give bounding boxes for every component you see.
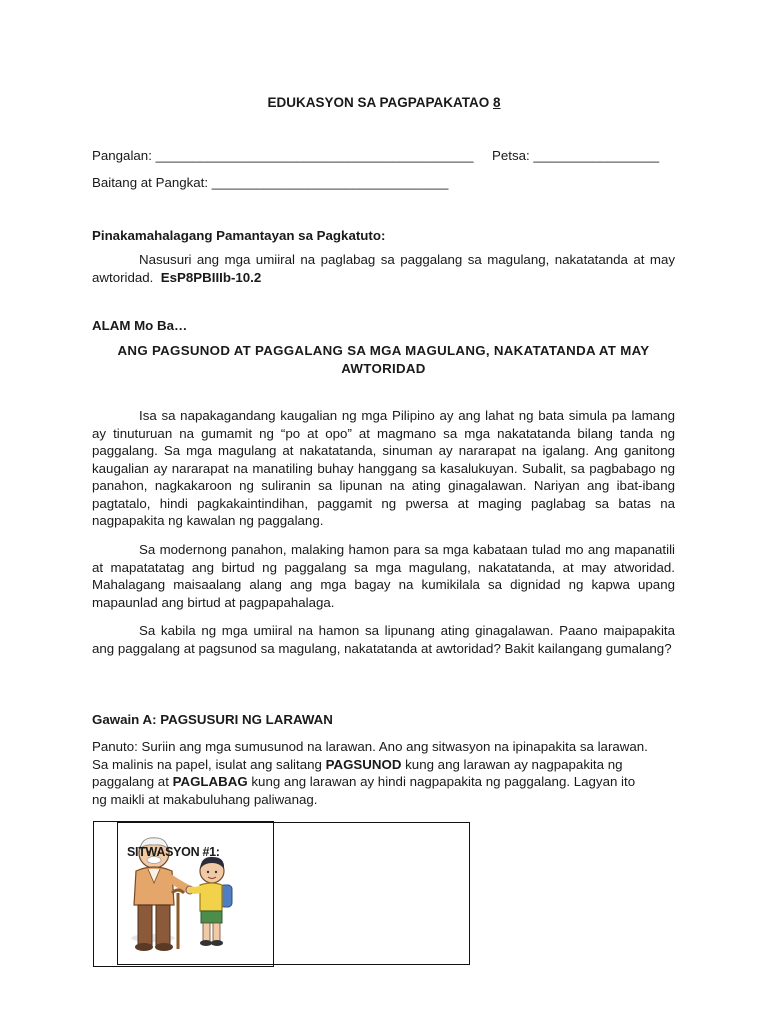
title-grade: 8 — [493, 95, 501, 110]
competency-text — [92, 251, 675, 286]
activity-instructions — [92, 738, 652, 808]
keyword-pagsunod: PAGSUNOD — [325, 756, 402, 772]
paragraph-3 — [92, 622, 675, 657]
paragraph-3-text: Sa kabila ng mga umiiral na hamon sa lipunang ating ginagalawan. Paano maipapakita ang paggalang at pagsunod sa magulang, nakatatanda at awtoridad? Bakit kailangang gumalang? — [92, 623, 675, 656]
competency-heading: Pinakamahalagang Pamantayan sa Pagkatuto: — [92, 228, 386, 243]
name-field[interactable]: Pangalan: ___________________________________________ — [92, 148, 474, 163]
instr-part-1: Panuto: Suriin ang mga sumusunod na larawan. Ano ang sitwasyon na ipinapakita sa larawan. Sa malinis na papel, isulat ang salitang — [92, 739, 648, 772]
title-main: EDUKASYON SA PAGPAPAKATAO — [267, 95, 493, 110]
competency-code: EsP8PBIIIb-10.2 — [160, 269, 262, 285]
alam-mo-ba-heading: ALAM Mo Ba… — [92, 318, 188, 333]
grade-section-field[interactable]: Baitang at Pangkat: ________________________________ — [92, 175, 449, 190]
paragraph-1-text: Isa sa napakagandang kaugalian ng mga Pilipino ay ang lahat ng bata simula pa lamang ay tinuturuan na gumamit ng “po at opo” at magmano sa mga nakatatanda bilang tanda ng paggalang. Sa mga magulang at nakatatanda, sinuman ay nararapat na igalang. Ang ganitong kaugalian ay nararapat na manatiling buhay hanggang sa kasalukuyan. Subalit, sa pagbabago ng panahon, nagkakaroon ng suliranin sa lipunan na ating ginagalawan. Nariyan ang ibat-ibang pagtatalo, hindi pagkakaintindihan, paggamit ng pwersa at maging paglabag sa batas na nagpapakita ng kawalan ng paggalang. — [92, 408, 675, 528]
date-field[interactable]: Petsa: _________________ — [492, 148, 660, 163]
paragraph-1 — [92, 407, 675, 530]
situation-label: SITWASYON #1: — [127, 845, 220, 859]
document-title — [0, 94, 768, 112]
instr-part-3: kung ang larawan ay hindi nagpapakita ng paggalang. Lagyan ito ng maikli at makabuluhang paliwanag. — [92, 774, 636, 807]
paragraph-2-text: Sa modernong panahon, malaking hamon para sa mga kabataan tulad mo ang mapanatili at mapatatatag ang birtud ng paggalang sa mga magulang, nakatatanda, at may atworidad. Mahalagang maisaalang alang ang mga bagay na kumikilala sa dignidad ng kapwa upang mapaunlad ang birtud at pagpapahalaga. — [92, 542, 675, 610]
keyword-paglabag: PAGLABAG — [172, 774, 248, 789]
activity-heading: Gawain A: PAGSUSURI NG LARAWAN — [92, 712, 333, 727]
section-title: ANG PAGSUNOD AT PAGGALANG SA MGA MAGULANG, NAKATATANDA AT MAY AWTORIDAD — [117, 343, 650, 376]
paragraph-2 — [92, 541, 675, 611]
competency-body: Nasusuri ang mga umiiral na paglabag sa paggalang sa magulang, nakatatanda at may awtoridad. — [92, 252, 675, 285]
instr-part-2: kung ang larawan ay nagpapakita ng paggalang at — [92, 756, 623, 789]
